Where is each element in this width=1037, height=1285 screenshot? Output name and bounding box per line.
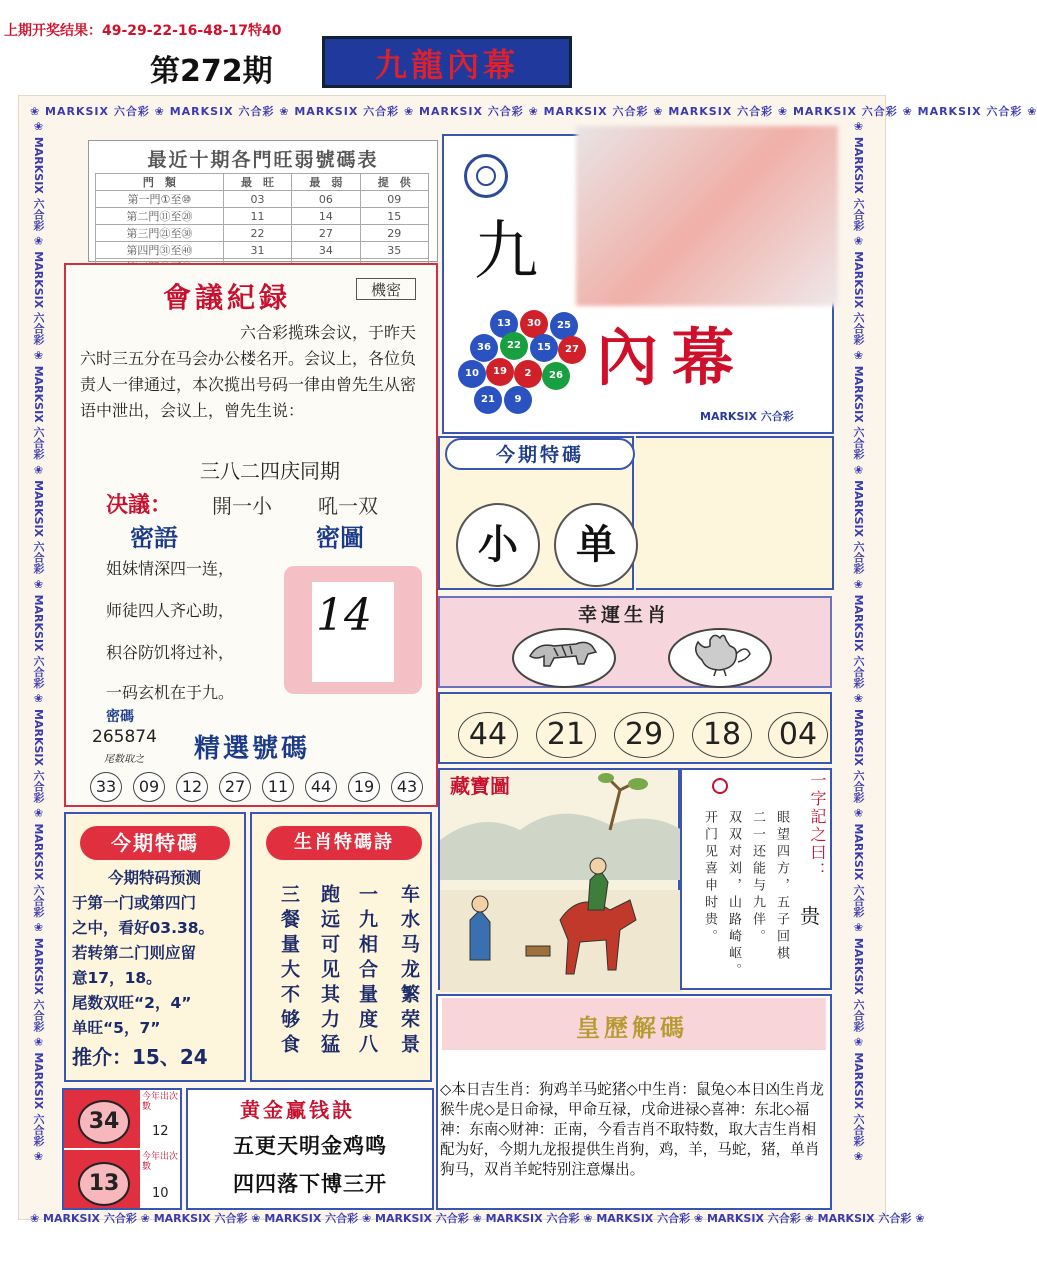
lottery-ball: 36 (470, 334, 498, 362)
lottery-ball: 25 (550, 312, 578, 340)
gold-tip-line: 五更天明金鸡鸣 (233, 1134, 387, 1158)
lottery-ball: 30 (520, 310, 548, 338)
lottery-ball: 10 (458, 360, 486, 388)
selected-number-ball: 09 (133, 772, 165, 802)
note-column: 双双对刘，山路崎岖。 (726, 810, 741, 980)
border-strip-top: ❀ MARKSIX 六合彩 ❀ MARKSIX 六合彩 ❀ MARKSIX 六合彩 ❀ MARKSIX 六合彩 ❀ MARKSIX 六合彩 ❀ MARKSIX 六合彩 ❀ MARKSIX 六合彩 ❀ MARKSIX 六合彩 ❀ (30, 105, 1037, 118)
zodiac-poem-column: 三餐量大不够食 (278, 884, 300, 1059)
poem-line: 师徒四人齐心助， (106, 601, 235, 620)
resolve-one: 開一小 (212, 494, 272, 518)
table-cell: 03 (223, 191, 291, 208)
resolve-two: 吼一双 (318, 494, 378, 518)
zodiac-poem-column: 跑远可见其力猛 (318, 884, 340, 1059)
lottery-ball: 2 (514, 360, 542, 388)
selected-number-ball: 44 (305, 772, 337, 802)
lottery-ball: 9 (504, 386, 532, 414)
number-oval: 18 (692, 712, 752, 758)
note-column: 眼望四方，五子回棋 (774, 810, 789, 963)
lottery-balls-graphic (450, 310, 590, 428)
border-strip-left: ❀ MARKSIX 六合彩 ❀ MARKSIX 六合彩 ❀ MARKSIX 六合彩 ❀ MARKSIX 六合彩 ❀ MARKSIX 六合彩 ❀ MARKSIX 六合彩 ❀ MARKSIX 六合彩 ❀ MARKSIX 六合彩 ❀ MARKSIX 六合彩 ❀ (32, 120, 45, 1163)
almanac-text: ◇本日吉生肖：狗鸡羊马蛇猪◇中生肖：鼠兔◇本日凶生肖龙猴牛虎◇是日命禄，甲命互禄，戊命进禄◇喜神：东北◇福神：东南◇财神：正南，今看吉肖不取特数，取大吉生肖相配为好，今期九龙报提供生肖狗，鸡，羊，马蛇，猪，单肖狗马，双肖羊蛇特别注意爆出。 (440, 1081, 824, 1178)
table-cell: 14 (292, 208, 360, 225)
emblem-inner-icon (476, 166, 496, 186)
selected-number-ball: 19 (348, 772, 380, 802)
one-word-answer: 贵 (800, 904, 820, 928)
lottery-ball: 19 (486, 358, 514, 386)
note-column: 二一还能与九伴。 (750, 810, 765, 946)
selected-number-ball: 33 (90, 772, 122, 802)
table-cell: 09 (360, 191, 428, 208)
lottery-ball: 26 (542, 362, 570, 390)
prediction-line: 若转第二门则应留 (72, 944, 197, 962)
table-cell: 22 (223, 225, 291, 242)
special-ball-odd: 单 (554, 503, 638, 587)
count-ball: 13 (78, 1162, 130, 1206)
gate-table-box (88, 140, 438, 262)
table-cell: 34 (292, 242, 360, 259)
selected-number-ball: 27 (219, 772, 251, 802)
prediction-line: 今期特码预测 (108, 869, 202, 887)
table-cell: 第三門㉑至㉚ (96, 225, 224, 242)
secret-picture-label: 密圖 (316, 524, 364, 552)
col-header: 門 類 (96, 174, 224, 191)
handwritten-number: 14 (316, 590, 372, 641)
prediction-line: 意17，18。 (72, 969, 162, 987)
table-row (96, 208, 429, 225)
meeting-title: 會議紀録 (163, 281, 292, 314)
rooster-icon (668, 628, 772, 688)
logo-subtitle: 內幕 (596, 321, 749, 394)
note-column: 开门见喜申时贵。 (702, 810, 717, 946)
table-row (96, 225, 429, 242)
meeting-summary: 三八二四庆同期 (200, 459, 340, 483)
meeting-text: 六合彩揽珠会议，于昨天六时三五分在马会办公楼名开。会议上，各位负责人一律通过，本次揽出号码一律由曾先生从密语中泄出，会议上，曾先生说： (80, 323, 417, 420)
blurred-overlay (576, 126, 838, 306)
count-label: 今年出次數 (142, 1092, 179, 1112)
logo-character: 九 (474, 215, 538, 289)
gate-table-title: 最近十期各門旺弱號碼表 (147, 149, 379, 171)
table-row (96, 191, 429, 208)
last-result-text: 上期开奖结果：49-29-22-16-48-17特40 (4, 23, 282, 39)
lottery-ball: 22 (500, 332, 528, 360)
table-cell: 06 (292, 191, 360, 208)
poem-line: 姐妹情深四一连， (106, 559, 235, 578)
prediction-title: 今期特碼 (80, 826, 230, 860)
prediction-line: 尾数双旺“2，4” (72, 994, 192, 1012)
selected-number-ball: 11 (262, 772, 294, 802)
table-cell: 29 (360, 225, 428, 242)
border-strip-right: ❀ MARKSIX 六合彩 ❀ MARKSIX 六合彩 ❀ MARKSIX 六合彩 ❀ MARKSIX 六合彩 ❀ MARKSIX 六合彩 ❀ MARKSIX 六合彩 ❀ MARKSIX 六合彩 ❀ MARKSIX 六合彩 ❀ MARKSIX 六合彩 ❀ (852, 120, 865, 1163)
secret-word-label: 密語 (130, 524, 178, 552)
zodiac-poem-column: 车水马龙繁荣景 (398, 884, 420, 1059)
prediction-text (72, 866, 244, 1070)
lottery-ball: 13 (490, 310, 518, 338)
lottery-ball: 15 (530, 334, 558, 362)
number-oval: 21 (536, 712, 596, 758)
treasure-title: 藏寶圖 (450, 774, 510, 798)
number-oval: 44 (458, 712, 518, 758)
resolve-label: 决議： (106, 493, 173, 518)
gate-table (95, 173, 429, 276)
poem-line: 积谷防饥将过补， (106, 643, 235, 662)
count-ball: 34 (78, 1100, 130, 1144)
lottery-ball: 21 (474, 386, 502, 414)
gold-tip-title: 黄金赢钱訣 (240, 1098, 355, 1122)
selected-number-ball: 12 (176, 772, 208, 802)
col-header: 最 旺 (223, 174, 291, 191)
number-oval: 04 (768, 712, 828, 758)
treasure-picture (438, 768, 680, 990)
table-row (96, 242, 429, 259)
table-cell: 第一門①至⑩ (96, 191, 224, 208)
one-word-title: 一字記之曰： (808, 772, 827, 880)
prediction-line: 单旺“5，7” (72, 1019, 161, 1037)
prediction-line: 于第一门或第四门 (72, 894, 197, 912)
lottery-ball: 27 (558, 336, 586, 364)
brand-banner: 九龍內幕 (322, 36, 572, 88)
confidential-tag: 機密 (356, 278, 416, 300)
prediction-line: 之中，看好03.38。 (72, 919, 215, 937)
zodiac-poem-column: 一九相合量度八 (356, 884, 378, 1059)
count-label: 今年出次數 (142, 1152, 179, 1172)
special-code-empty-area (636, 436, 834, 590)
poem-line: 一码玄机在于九。 (106, 683, 235, 702)
col-header: 提 供 (360, 174, 428, 191)
number-oval: 29 (614, 712, 674, 758)
marksix-logo: MARKSIX 六合彩 (700, 410, 794, 423)
table-cell: 15 (360, 208, 428, 225)
selected-numbers-title: 精選號碼 (194, 734, 311, 764)
tiger-icon (512, 628, 616, 688)
lucky-zodiac-title: 幸運生肖 (578, 604, 671, 626)
table-cell: 35 (360, 242, 428, 259)
zodiac-poem-title: 生肖特碼詩 (266, 826, 422, 860)
issue-number: 第272期 (150, 54, 273, 89)
code-value: 265874 (92, 727, 157, 747)
table-cell: 31 (223, 242, 291, 259)
selected-number-ball: 43 (391, 772, 423, 802)
border-strip-bottom: ❀ MARKSIX 六合彩 ❀ MARKSIX 六合彩 ❀ MARKSIX 六合彩 ❀ MARKSIX 六合彩 ❀ MARKSIX 六合彩 ❀ MARKSIX 六合彩 ❀ MARKSIX 六合彩 ❀ MARKSIX 六合彩 ❀ (30, 1212, 925, 1225)
special-code-title: 今期特碼 (445, 438, 635, 470)
special-ball-small: 小 (456, 503, 540, 587)
count-value: 12 (152, 1124, 169, 1139)
table-cell: 11 (223, 208, 291, 225)
count-value: 10 (152, 1186, 169, 1201)
table-cell: 第二門⑪至⑳ (96, 208, 224, 225)
almanac-title: 皇歷解碼 (576, 1014, 688, 1042)
table-cell: 27 (292, 225, 360, 242)
code-label: 密碼 (106, 709, 134, 725)
recommend-line: 推介：15、24 (72, 1045, 208, 1069)
gold-tip-line: 四四落下博三开 (233, 1172, 387, 1196)
code-note: 尾数取之 (104, 754, 144, 765)
col-header: 最 弱 (292, 174, 360, 191)
table-cell: 第四門㉛至㊵ (96, 242, 224, 259)
bell-icon (712, 778, 728, 794)
